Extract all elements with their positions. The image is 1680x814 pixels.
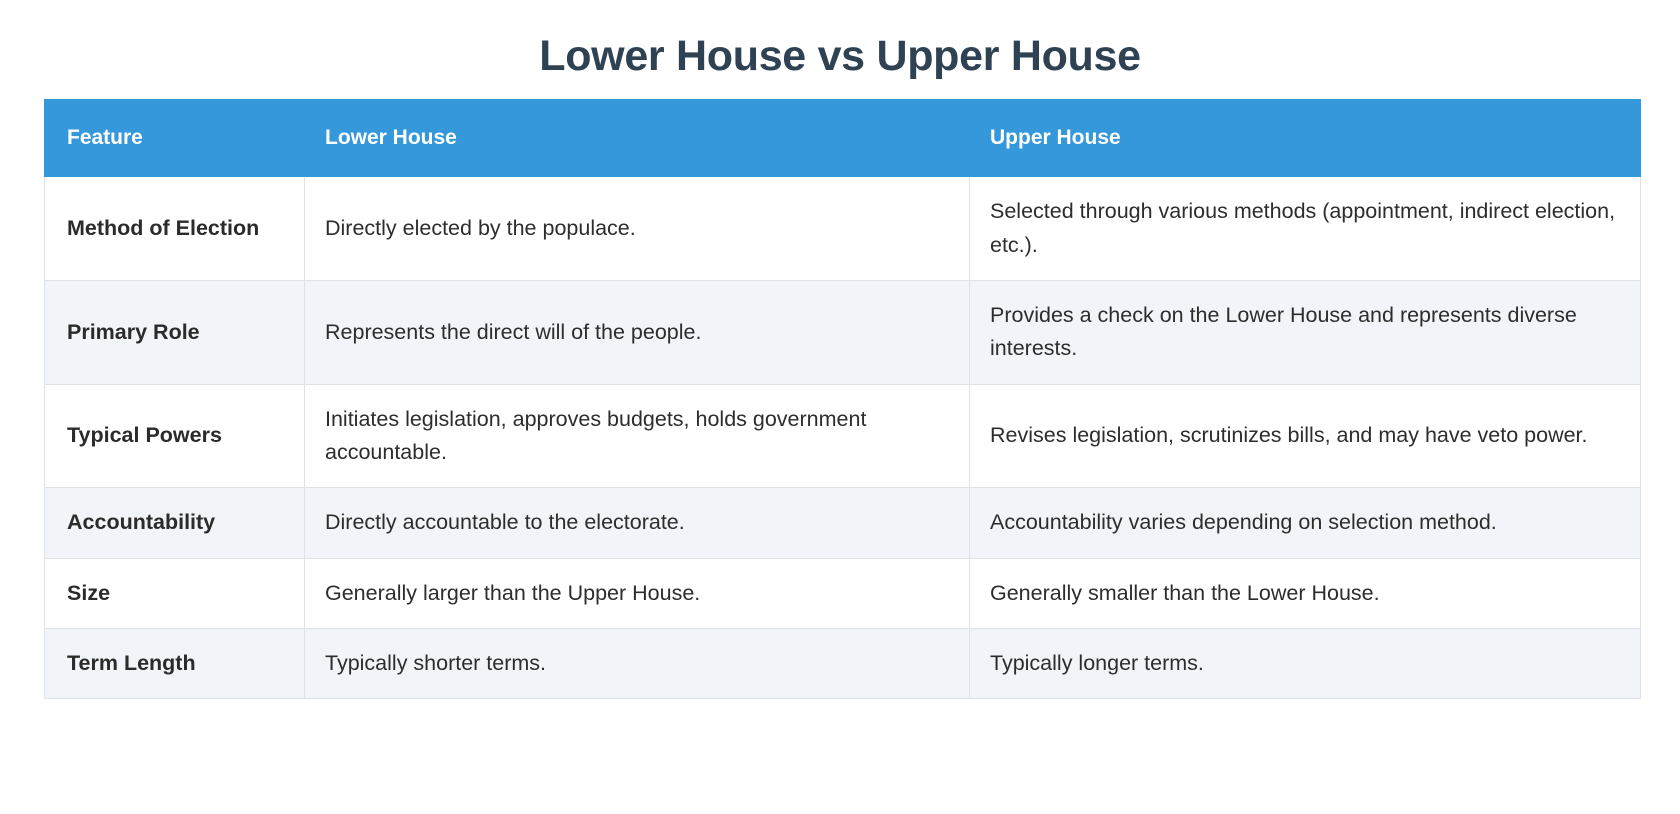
table-header — [45, 100, 1641, 177]
table-header-row — [45, 100, 1641, 177]
cell-feature: Size — [45, 558, 305, 628]
table-row — [45, 177, 1641, 281]
page-title: Lower House vs Upper House — [539, 32, 1141, 80]
cell-upper-house: Provides a check on the Lower House and represents diverse interests. — [970, 281, 1641, 385]
cell-lower-house: Directly elected by the populace. — [305, 177, 970, 281]
table-row — [45, 384, 1641, 488]
cell-feature: Method of Election — [45, 177, 305, 281]
cell-upper-house: Selected through various methods (appointment, indirect election, etc.). — [970, 177, 1641, 281]
cell-upper-house: Typically longer terms. — [970, 628, 1641, 698]
column-header-lower-house: Lower House — [305, 100, 970, 177]
cell-upper-house: Revises legislation, scrutinizes bills, and may have veto power. — [970, 384, 1641, 488]
cell-lower-house: Directly accountable to the electorate. — [305, 488, 970, 558]
cell-lower-house: Generally larger than the Upper House. — [305, 558, 970, 628]
cell-upper-house: Accountability varies depending on selection method. — [970, 488, 1641, 558]
table-row — [45, 558, 1641, 628]
cell-lower-house: Typically shorter terms. — [305, 628, 970, 698]
column-header-feature: Feature — [45, 100, 305, 177]
cell-feature: Primary Role — [45, 281, 305, 385]
table-row — [45, 488, 1641, 558]
column-header-upper-house: Upper House — [970, 100, 1641, 177]
comparison-table — [44, 99, 1641, 699]
cell-feature: Term Length — [45, 628, 305, 698]
cell-feature: Typical Powers — [45, 384, 305, 488]
cell-lower-house: Initiates legislation, approves budgets, holds government accountable. — [305, 384, 970, 488]
table-row — [45, 281, 1641, 385]
cell-feature: Accountability — [45, 488, 305, 558]
cell-lower-house: Represents the direct will of the people. — [305, 281, 970, 385]
cell-upper-house: Generally smaller than the Lower House. — [970, 558, 1641, 628]
table-body — [45, 177, 1641, 699]
table-row — [45, 628, 1641, 698]
